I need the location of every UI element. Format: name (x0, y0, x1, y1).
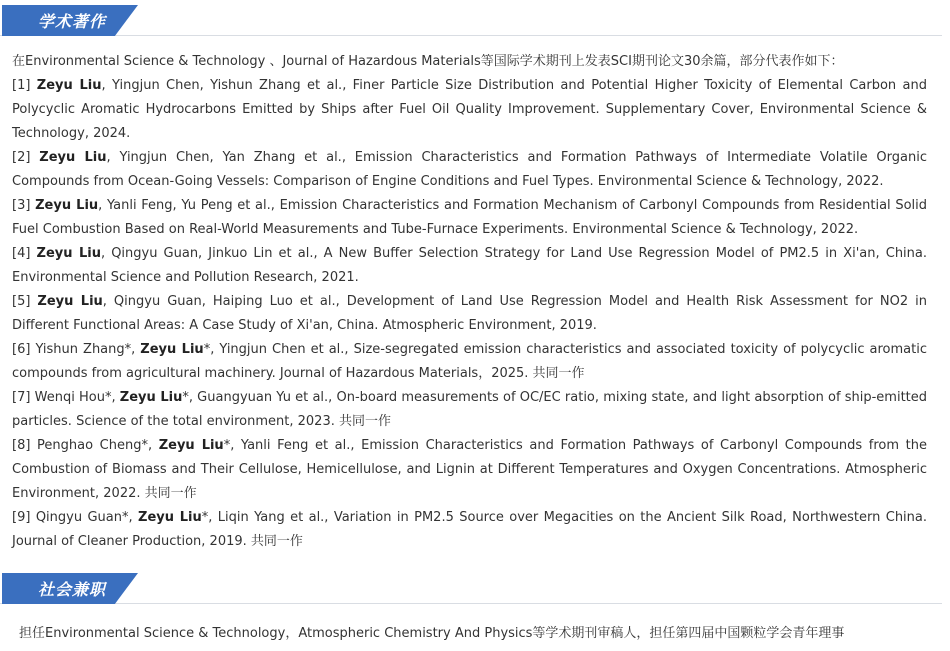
section-header-social-roles (0, 571, 942, 604)
works-intro: 在Environmental Science & Technology 、Journal of Hazardous Materials等国际学术期刊上发表SCI期刊论文30余篇，部分代表作如下： (12, 54, 844, 69)
paper-item-8 (12, 434, 927, 506)
paper-citation: *, Liqin Yang et al., Variation in PM2.5 Source over Megacities on the Ancient Silk Road, Northwestern China. Journal of Cleaner Production, 2019. 共同一作 (12, 510, 928, 549)
paper-citation: *, Guangyuan Yu et al., On-board measurements of OC/EC ratio, mixing state, and light absorption of ship-emitted particles. Science of the total environment, 2023. 共同一作 (12, 390, 928, 429)
paper-citation: , Yingjun Chen, Yan Zhang et al., Emission Characteristics and Formation Pathways of Intermediate Volatile Organic Compounds from Ocean-Going Vessels: Comparison of Engine Conditions and Fuel Types. Environmental Science & Technology, 2022. (12, 150, 928, 189)
paper-coauthors-before: Yishun Zhang*, (35, 342, 141, 357)
paper-citation: , Qingyu Guan, Haiping Luo et al., Development of Land Use Regression Model and Health Risk Assessment for NO2 in Different Functional Areas: A Case Study of Xi'an, China. Atmospheric Environment, 2019. (12, 294, 927, 333)
section-title-academic-works: 学术著作 (38, 12, 107, 31)
section-header-academic-works (0, 3, 942, 36)
paper-highlight-author: Zeyu Liu (36, 78, 102, 93)
paper-coauthors-before: Penghao Cheng*, (37, 438, 159, 453)
paper-item-3 (12, 194, 927, 242)
paper-item-6 (12, 338, 927, 386)
paper-number: [4] (12, 246, 37, 261)
paper-coauthors-before: Qingyu Guan*, (35, 510, 139, 525)
paper-highlight-author: Zeyu Liu (35, 198, 99, 213)
academic-works-content (12, 50, 927, 554)
paper-citation: , Qingyu Guan, Jinkuo Lin et al., A New Buffer Selection Strategy for Land Use Regression Model of PM2.5 in Xi'an, China. Environmental Science and Pollution Research, 2021. (12, 246, 928, 285)
paper-citation: , Yanli Feng, Yu Peng et al., Emission Characteristics and Formation Mechanism of Carbonyl Compounds from Residential Solid Fuel Combustion Based on Real-World Measurements and Tube-Furnace Experiments. Environmental Science & Technology, 2022. (12, 198, 928, 237)
paper-number: [2] (12, 150, 40, 165)
paper-number: [3] (12, 198, 36, 213)
paper-citation: , Yingjun Chen, Yishun Zhang et al., Finer Particle Size Distribution and Potential Higher Toxicity of Elemental Carbon and Polycyclic Aromatic Hydrocarbons Emitted by Ships after Fuel Oil Quality Improvement. Supplementary Cover, Environmental Science & Technology, 2024. (12, 78, 927, 141)
paper-number: [1] (12, 78, 37, 93)
paper-highlight-author: Zeyu Liu (39, 150, 107, 165)
paper-number: [7] (12, 390, 35, 405)
paper-number: [6] (12, 342, 36, 357)
paper-citation: *, Yingjun Chen et al., Size-segregated emission characteristics and associated toxicity of polycyclic aromatic compounds from agricultural machinery. Journal of Hazardous Materials，2025. 共同一作 (12, 342, 928, 381)
paper-coauthors-before: Wenqi Hou*, (34, 390, 120, 405)
section-title-social-roles: 社会兼职 (38, 580, 107, 599)
paper-number: [5] (12, 294, 38, 309)
paper-number: [9] (12, 510, 36, 525)
paper-highlight-author: Zeyu Liu (119, 390, 183, 405)
paper-item-5 (12, 290, 927, 338)
paper-item-4 (12, 242, 927, 290)
paper-item-2 (12, 146, 927, 194)
paper-highlight-author: Zeyu Liu (158, 438, 224, 453)
paper-highlight-author: Zeyu Liu (140, 342, 204, 357)
paper-item-9 (12, 506, 927, 554)
paper-highlight-author: Zeyu Liu (36, 246, 101, 261)
paper-citation: *, Yanli Feng et al., Emission Characteristics and Formation Pathways of Carbonyl Compounds from the Combustion of Biomass and Their Cellulose, Hemicellulose, and Lignin at Different Temperatures and Oxygen Concentrations. Atmospheric Environment, 2022. 共同一作 (12, 438, 927, 501)
paper-highlight-author: Zeyu Liu (37, 294, 103, 309)
paper-item-7 (12, 386, 927, 434)
social-roles-text: 担任Environmental Science & Technology，Atmospheric Chemistry And Physics等学术期刊审稿人，担任第四届中国颗粒学会青年理事 (19, 626, 845, 641)
paper-number: [8] (12, 438, 38, 453)
paper-item-1 (12, 74, 927, 146)
paper-highlight-author: Zeyu Liu (138, 510, 202, 525)
